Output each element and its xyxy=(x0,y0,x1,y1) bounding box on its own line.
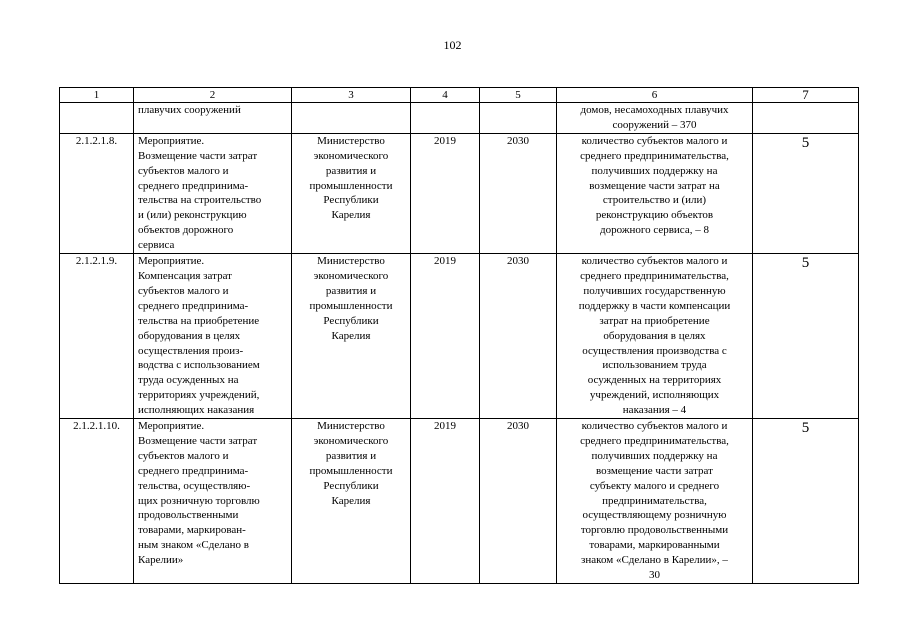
indicator-line: оборудования в целях xyxy=(603,329,706,342)
indicator-line: получивших поддержку на xyxy=(591,164,718,177)
executor-line: Республики xyxy=(323,479,379,492)
column-number: 7 xyxy=(753,88,859,103)
cont-indicator-line: сооружений – 370 xyxy=(612,118,697,131)
description-line: осуществления произ- xyxy=(138,344,244,357)
end-year: 2030 xyxy=(480,133,557,253)
indicator-line: количество субъектов малого и xyxy=(581,134,728,147)
description-line: тельства на приобретение xyxy=(138,314,260,327)
description-line: среднего предпринима- xyxy=(138,179,249,192)
cont-number-cell xyxy=(60,103,134,134)
expected-result xyxy=(557,133,753,253)
cont-executor-cell xyxy=(292,103,411,134)
executor-line: Карелия xyxy=(331,494,371,507)
description-line: среднего предпринима- xyxy=(138,464,249,477)
executor-line: Министерство xyxy=(317,134,385,147)
column-number-row xyxy=(60,88,859,103)
description-line: ным знаком «Сделано в xyxy=(138,539,249,552)
description-line: объектов дорожного xyxy=(138,224,234,237)
indicator-line: осужденных на территориях xyxy=(587,374,722,387)
description-line: тельства на строительство xyxy=(138,194,262,207)
indicator-line: возмещение части затрат на xyxy=(589,179,720,192)
description-line: сервиса xyxy=(138,239,175,252)
cont-start-cell xyxy=(411,103,480,134)
description-line: товарами, маркирован- xyxy=(138,524,246,537)
description-line: Возмещение части затрат xyxy=(138,149,258,162)
responsible-executor xyxy=(292,133,411,253)
indicator-line: поддержку в части компенсации xyxy=(578,299,731,312)
column-number: 2 xyxy=(134,88,292,103)
description-line: субъектов малого и xyxy=(138,284,229,297)
description-line: субъектов малого и xyxy=(138,449,229,462)
indicator-line: знаком «Сделано в Карелии», – xyxy=(581,554,728,567)
cont-link-cell xyxy=(753,103,859,134)
description-line: продовольственными xyxy=(138,509,239,522)
description-line: оборудования в целях xyxy=(138,329,241,342)
program-table xyxy=(59,87,859,584)
indicator-line: дорожного сервиса, – 8 xyxy=(600,224,709,237)
description-line: щих розничную торговлю xyxy=(138,494,260,507)
start-year: 2019 xyxy=(411,419,480,584)
column-number: 3 xyxy=(292,88,411,103)
executor-line: развития и xyxy=(325,164,377,177)
indicator-link: 5 xyxy=(753,254,859,419)
description-line: труда осужденных на xyxy=(138,374,239,387)
executor-line: развития и xyxy=(325,449,377,462)
activity-number: 2.1.2.1.9. xyxy=(60,254,134,419)
description-line: тельства, осуществляю- xyxy=(138,479,251,492)
column-number: 5 xyxy=(480,88,557,103)
column-number: 1 xyxy=(60,88,134,103)
table-row xyxy=(60,133,859,253)
cont-indicator-line: домов, несамоходных плавучих xyxy=(580,104,729,116)
description-line: Компенсация затрат xyxy=(138,269,232,282)
description-line: Мероприятие. xyxy=(138,420,205,433)
indicator-line: осуществляющему розничную xyxy=(582,509,727,522)
description-line: Мероприятие. xyxy=(138,255,205,268)
table-row xyxy=(60,419,859,584)
end-year: 2030 xyxy=(480,419,557,584)
description-line: исполняющих наказания xyxy=(138,404,255,417)
indicator-line: получивших поддержку на xyxy=(591,449,718,462)
expected-result xyxy=(557,419,753,584)
activity-description xyxy=(134,133,292,253)
executor-line: промышленности xyxy=(309,179,393,192)
indicator-line: наказания – 4 xyxy=(622,404,687,417)
activity-number: 2.1.2.1.8. xyxy=(60,133,134,253)
indicator-line: торговлю продовольственными xyxy=(580,524,729,537)
executor-line: промышленности xyxy=(309,299,393,312)
column-number: 4 xyxy=(411,88,480,103)
description-line: Возмещение части затрат xyxy=(138,434,258,447)
executor-line: экономического xyxy=(313,149,389,162)
description-line: водства с использованием xyxy=(138,359,260,372)
indicator-line: затрат на приобретение xyxy=(599,314,710,327)
page-number: 102 xyxy=(443,38,462,52)
cont-description-cell xyxy=(134,103,292,134)
indicator-line: получивших государственную xyxy=(583,284,726,297)
indicator-line: среднего предпринимательства, xyxy=(580,149,729,162)
executor-line: экономического xyxy=(313,434,389,447)
responsible-executor xyxy=(292,254,411,419)
executor-line: экономического xyxy=(313,269,389,282)
executor-line: Республики xyxy=(323,314,379,327)
expected-result xyxy=(557,254,753,419)
indicator-line: использованием труда xyxy=(602,359,707,372)
executor-line: Министерство xyxy=(317,255,385,268)
indicator-line: 30 xyxy=(649,569,660,582)
start-year: 2019 xyxy=(411,254,480,419)
indicator-line: учреждений, исполняющих xyxy=(589,389,720,402)
continuation-row xyxy=(60,103,859,134)
column-number: 6 xyxy=(557,88,753,103)
cont-description-line: плавучих сооружений xyxy=(138,104,241,116)
indicator-link: 5 xyxy=(753,133,859,253)
indicator-line: предпринимательства, xyxy=(602,494,707,507)
start-year: 2019 xyxy=(411,133,480,253)
indicator-line: количество субъектов малого и xyxy=(581,255,728,268)
end-year: 2030 xyxy=(480,254,557,419)
executor-line: Республики xyxy=(323,194,379,207)
indicator-line: субъекту малого и среднего xyxy=(589,479,720,492)
indicator-link: 5 xyxy=(753,419,859,584)
responsible-executor xyxy=(292,419,411,584)
description-line: среднего предпринима- xyxy=(138,299,249,312)
executor-line: Карелия xyxy=(331,209,371,222)
cont-end-cell xyxy=(480,103,557,134)
executor-line: Министерство xyxy=(317,420,385,433)
indicator-line: строительство и (или) xyxy=(602,194,707,207)
description-line: Мероприятие. xyxy=(138,134,205,147)
description-line: Карелии» xyxy=(138,554,184,567)
executor-line: развития и xyxy=(325,284,377,297)
cont-indicator-cell xyxy=(557,103,753,134)
table-row xyxy=(60,254,859,419)
indicator-line: среднего предпринимательства, xyxy=(580,269,729,282)
indicator-line: товарами, маркированными xyxy=(589,539,720,552)
description-line: и (или) реконструкцию xyxy=(138,209,247,222)
indicator-line: возмещение части затрат xyxy=(596,464,713,477)
activity-description xyxy=(134,419,292,584)
executor-line: Карелия xyxy=(331,329,371,342)
activity-description xyxy=(134,254,292,419)
activity-number: 2.1.2.1.10. xyxy=(60,419,134,584)
description-line: территориях учреждений, xyxy=(138,389,260,402)
indicator-line: среднего предпринимательства, xyxy=(580,434,729,447)
executor-line: промышленности xyxy=(309,464,393,477)
indicator-line: реконструкцию объектов xyxy=(595,209,714,222)
indicator-line: осуществления производства с xyxy=(582,344,727,357)
description-line: субъектов малого и xyxy=(138,164,229,177)
indicator-line: количество субъектов малого и xyxy=(581,420,728,433)
